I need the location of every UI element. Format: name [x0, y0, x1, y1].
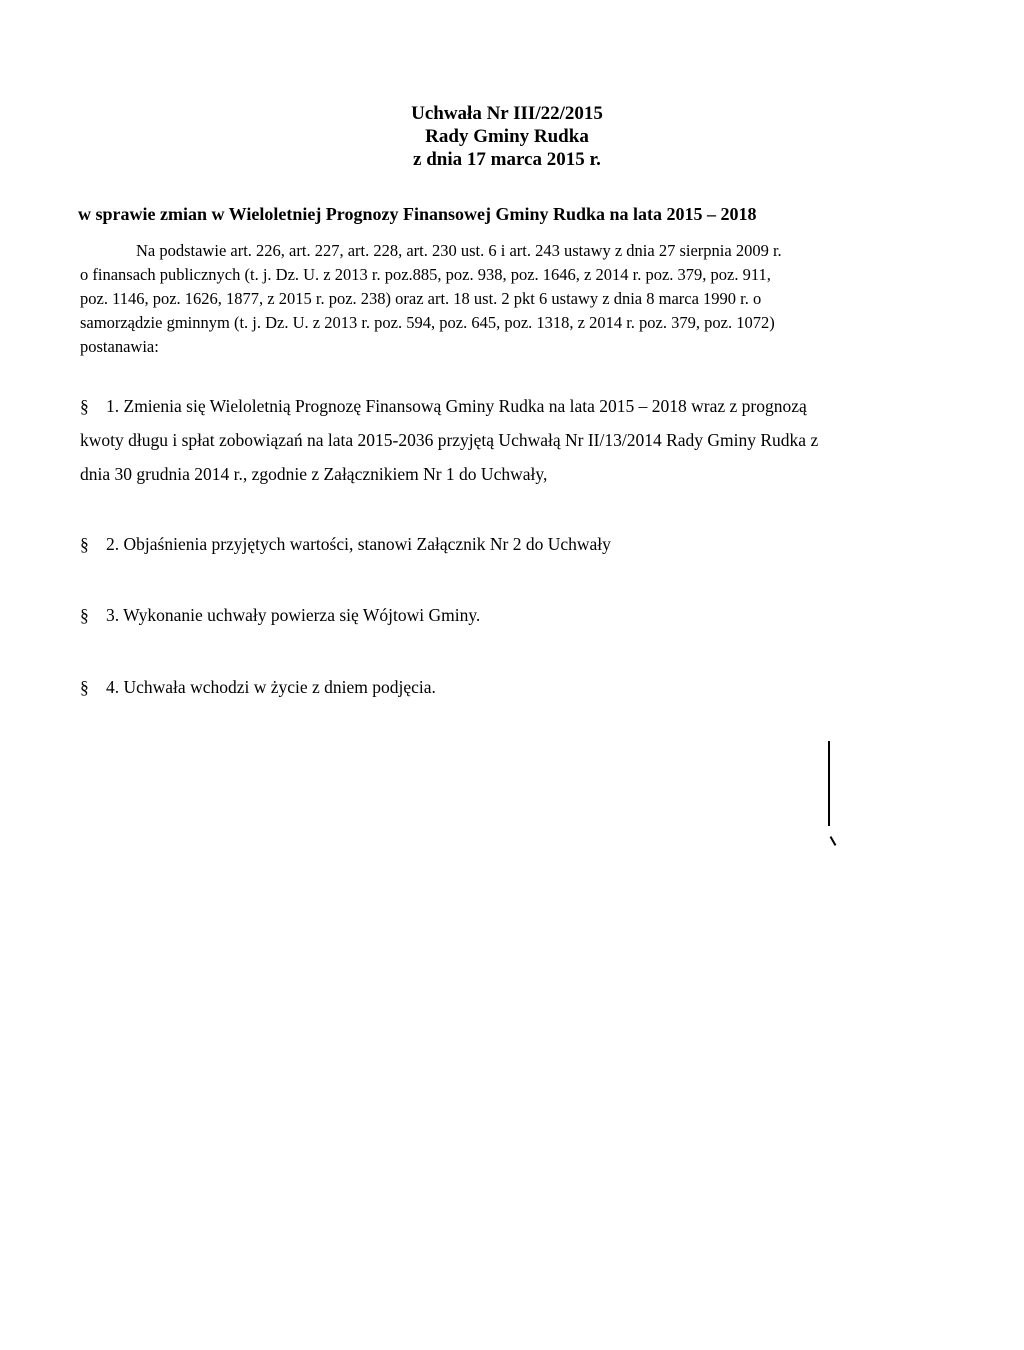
legal-basis-line: postanawia:: [80, 337, 159, 356]
resolution-subject: w sprawie zmian w Wieloletniej Prognozy Finansowej Gminy Rudka na lata 2015 – 2018: [78, 204, 757, 224]
resolution-date: z dnia 17 marca 2015 r.: [413, 149, 601, 170]
paragraph-2: [80, 531, 980, 557]
legal-basis: [80, 239, 970, 359]
paragraph-1-line: 1. Zmienia się Wieloletnią Prognozę Finansową Gminy Rudka na lata 2015 – 2018 wraz z prognozą: [106, 396, 807, 416]
scan-mark-line: [828, 741, 830, 826]
paragraph-4-text: 4. Uchwała wchodzi w życie z dniem podjęcia.: [106, 677, 436, 697]
resolution-header: [0, 102, 1024, 171]
paragraph-1: [80, 389, 980, 491]
paragraph-2-text: 2. Objaśnienia przyjętych wartości, stanowi Załącznik Nr 2 do Uchwały: [106, 534, 611, 554]
section-symbol: §: [80, 534, 89, 554]
council-name: Rady Gminy Rudka: [425, 126, 589, 147]
legal-basis-line: poz. 1146, poz. 1626, 1877, z 2015 r. poz. 238) oraz art. 18 ust. 2 pkt 6 ustawy z dnia 8 marca 1990 r. o: [80, 289, 762, 308]
paragraph-1-line: dnia 30 grudnia 2014 r., zgodnie z Załącznikiem Nr 1 do Uchwały,: [80, 464, 548, 484]
section-symbol: §: [80, 396, 89, 416]
paragraph-3-text: 3. Wykonanie uchwały powierza się Wójtowi Gminy.: [106, 605, 481, 625]
section-symbol: §: [80, 677, 89, 697]
legal-basis-line: Na podstawie art. 226, art. 227, art. 228, art. 230 ust. 6 i art. 243 ustawy z dnia 27 sierpnia 2009 r.: [136, 241, 782, 260]
paragraph-3: [80, 602, 980, 628]
paragraph-1-line: kwoty długu i spłat zobowiązań na lata 2015-2036 przyjętą Uchwałą Nr II/13/2014 Rady Gminy Rudka z: [80, 430, 819, 450]
scan-mark-tick: [830, 836, 837, 846]
legal-basis-line: samorządzie gminnym (t. j. Dz. U. z 2013 r. poz. 594, poz. 645, poz. 1318, z 2014 r. poz. 379, poz. 1072): [80, 313, 775, 332]
section-symbol: §: [80, 605, 89, 625]
resolution-number: Uchwała Nr III/22/2015: [411, 103, 603, 124]
legal-basis-line: o finansach publicznych (t. j. Dz. U. z 2013 r. poz.885, poz. 938, poz. 1646, z 2014 r. poz. 379, poz. 911,: [80, 265, 771, 284]
paragraph-4: [80, 674, 980, 700]
